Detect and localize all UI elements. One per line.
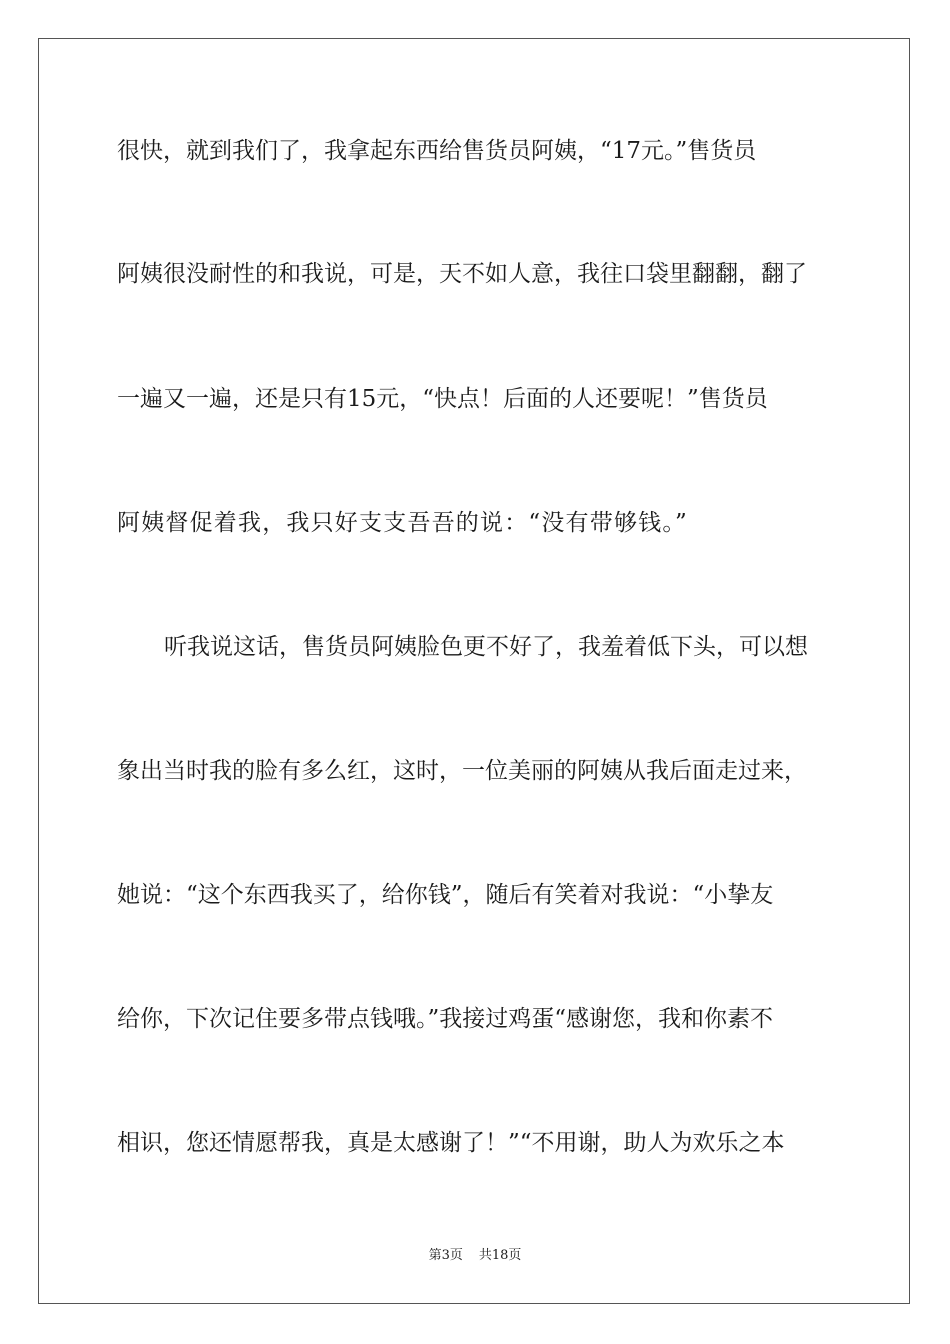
page-footer [0,1247,950,1265]
text-line-5-paragraph-start: 听我说这话，售货员阿姨脸色更不好了，我羞着低下头，可以想 [164,634,808,660]
text-line-8: 给你，下次记住要多带点钱哦。”我接过鸡蛋“感谢您，我和你素不 [117,1006,774,1032]
text-line-3: 一遍又一遍，还是只有15元，“快点！后面的人还要呢！”售货员 [117,386,768,412]
page-border [38,38,910,1304]
text-line-6: 象出当时我的脸有多么红，这时，一位美丽的阿姨从我后面走过来， [117,758,807,784]
text-line-9: 相识，您还情愿帮我，真是太感谢了！”“不用谢，助人为欢乐之本 [117,1130,785,1156]
text-line-1: 很快，就到我们了，我拿起东西给售货员阿姨，“17元。”售货员 [117,138,757,164]
page-total: 共18页 [478,1248,522,1263]
text-line-7: 她说：“这个东西我买了，给你钱”，随后有笑着对我说：“小挚友 [117,882,774,908]
page-number: 第3页 [428,1248,463,1263]
text-line-4: 阿姨督促着我，我只好支支吾吾的说：“没有带够钱。” [117,510,689,536]
text-line-2: 阿姨很没耐性的和我说，可是，天不如人意，我往口袋里翻翻，翻了 [117,261,807,287]
